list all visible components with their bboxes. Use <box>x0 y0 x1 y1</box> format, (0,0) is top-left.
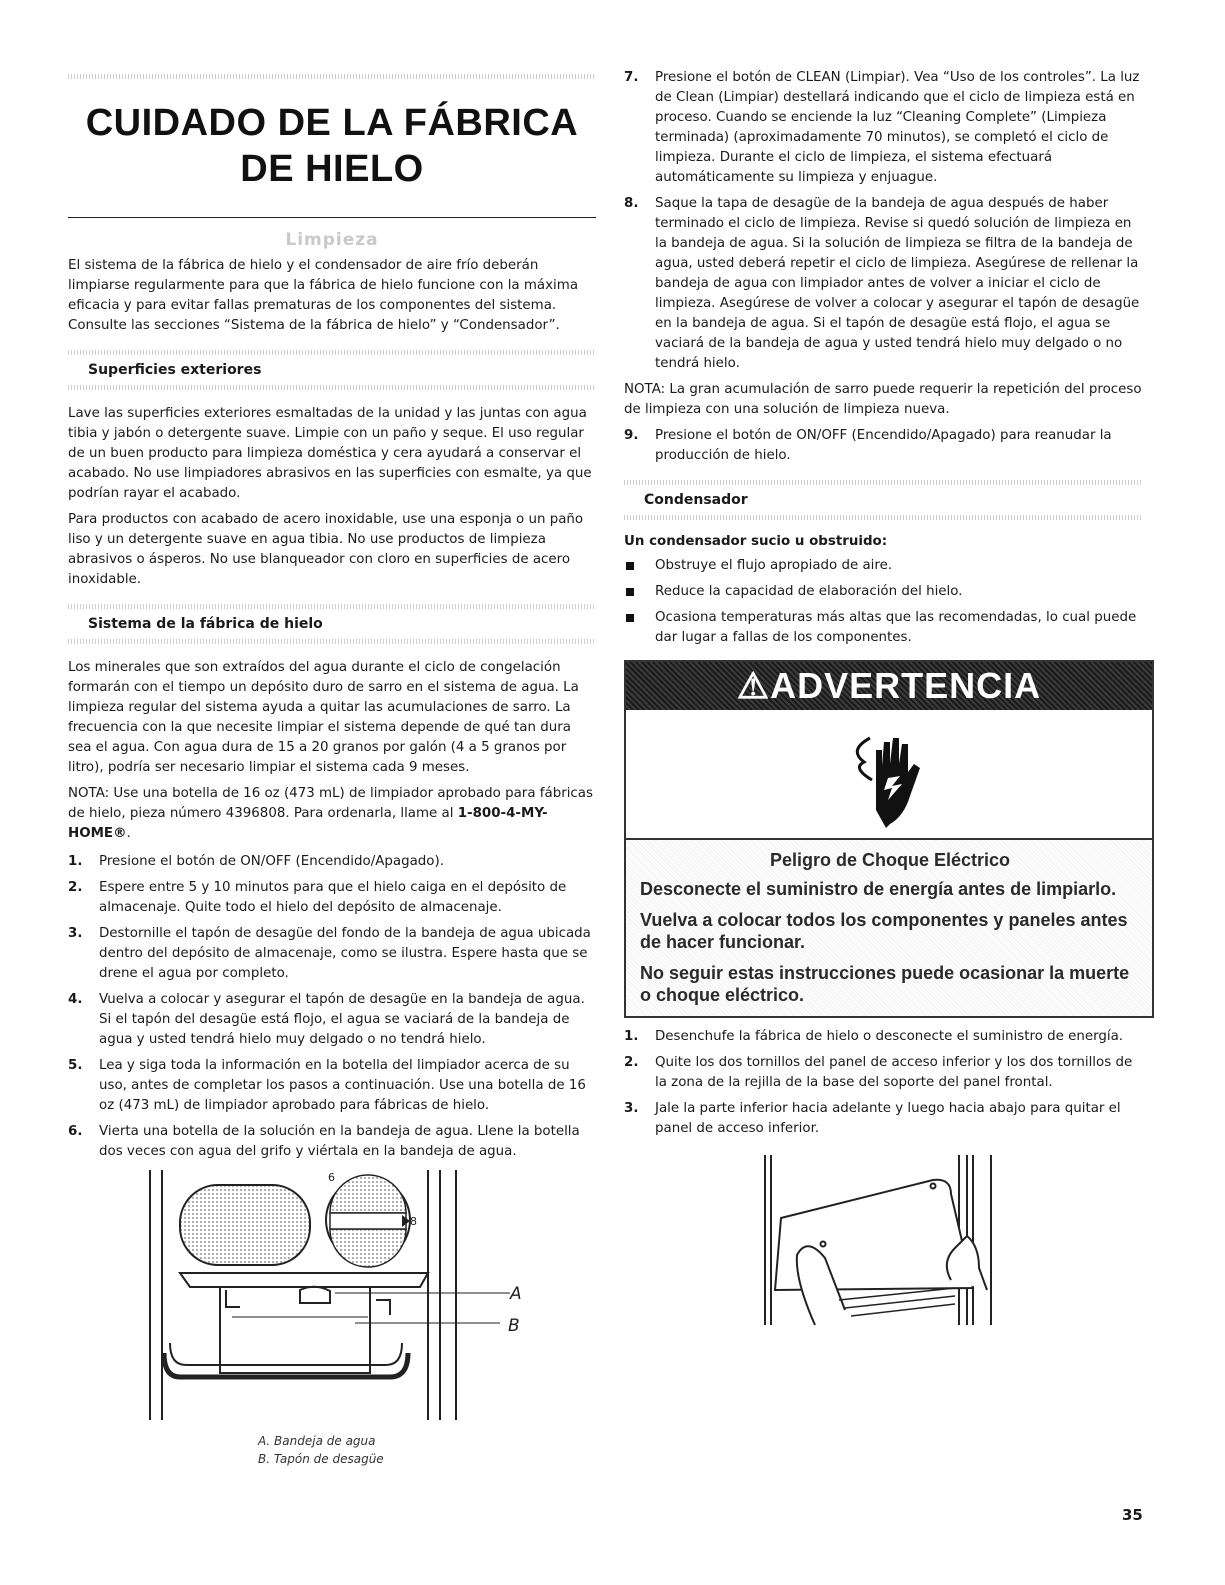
warning-line-3: No seguir estas instrucciones puede ocasionar la muerte o choque eléctrico. <box>640 963 1130 1005</box>
caption-a: A. Bandeja de agua <box>258 1434 376 1448</box>
step-number: 2. <box>624 1055 639 1070</box>
step-item <box>68 924 596 984</box>
step-number: 7. <box>624 70 639 85</box>
bullet-text: Reduce la capacidad de elaboración del hielo. <box>655 584 963 599</box>
page-title-line1: CUIDADO DE LA FÁBRICA <box>85 102 579 144</box>
figure-label-a: A <box>510 1284 522 1304</box>
warning-triangle-icon: ⚠ <box>736 665 771 706</box>
water-tray-illustration <box>140 1165 540 1425</box>
bullet-text: Ocasiona temperaturas más altas que las recomendadas, lo cual puede dar lugar a fallas de los componentes. <box>655 610 1137 645</box>
step-item <box>68 1056 596 1116</box>
section-hatch-bottom <box>624 515 1142 520</box>
sistema-steps <box>68 852 596 1162</box>
limpieza-intro: El sistema de la fábrica de hielo y el condensador de aire frío deberán limpiarse regularmente para que la fábrica de hielo funcione con la máxima eficacia y para evitar fallas prematuras de los componentes del sistema. Consulte las secciones “Sistema de la fábrica de hielo” y “Condensador”. <box>68 258 579 333</box>
step-text: Espere entre 5 y 10 minutos para que el hielo caiga en el depósito de almacenaje. Quite todo el hielo del depósito de almacenaje. <box>99 880 567 915</box>
dial-label-8: 8 <box>410 1215 417 1228</box>
bullet-item <box>624 608 1142 648</box>
warning-icon-area <box>626 710 1152 840</box>
condensador-lead: Un condensador sucio u obstruido: <box>624 534 888 549</box>
top-hatch-rule <box>68 74 596 79</box>
section-hatch-top <box>68 604 596 609</box>
warning-box <box>624 660 1154 1018</box>
nota-text: Use una botella de 16 oz (473 mL) de limpiador aprobado para fábricas de hielo, pieza número 4396808. Para ordenarla, llame al <box>68 786 593 821</box>
superficies-heading: Superficies exteriores <box>88 362 262 378</box>
title-rule <box>68 217 596 218</box>
nota-label: NOTA: <box>68 786 110 801</box>
warning-text <box>626 840 1152 1016</box>
access-panel-illustration <box>755 1150 1025 1335</box>
step-text: Lea y siga toda la información en la botella del limpiador acerca de su uso, antes de completar los pasos a continuación. Use una botella de 16 oz (473 mL) de limpiador aprobado para fábricas de hielo. <box>99 1058 586 1113</box>
step-number: 4. <box>68 992 83 1007</box>
step-text: Destornille el tapón de desagüe del fondo de la bandeja de agua ubicada dentro del depósito de almacenaje, como se ilustra. Espere hasta que se drene el agua por completo. <box>99 926 591 981</box>
electric-shock-hand-icon <box>842 720 932 830</box>
sistema-steps-final <box>624 426 1142 466</box>
limpieza-heading: Limpieza <box>285 230 379 250</box>
step-text: Jale la parte inferior hacia adelante y luego hacia abajo para quitar el panel de acceso inferior. <box>655 1101 1121 1136</box>
step-text: Presione el botón de ON/OFF (Encendido/Apagado) para reanudar la producción de hielo. <box>655 428 1112 463</box>
step-text: Presione el botón de ON/OFF (Encendido/Apagado). <box>99 854 444 869</box>
step-number: 1. <box>624 1029 639 1044</box>
sistema-nota-2 <box>624 380 1142 420</box>
right-column <box>624 68 1142 654</box>
step-item <box>68 878 596 918</box>
bullet-square-icon <box>626 614 634 622</box>
step-item <box>624 426 1142 466</box>
step-item <box>624 1099 1142 1139</box>
figure-label-b: B <box>508 1316 520 1336</box>
step-number: 6. <box>68 1124 83 1139</box>
bullet-text: Obstruye el flujo apropiado de aire. <box>655 558 893 573</box>
step-number: 5. <box>68 1058 83 1073</box>
step-text: Presione el botón de CLEAN (Limpiar). Vea “Uso de los controles”. La luz de Clean (Limpiar) destellará indicando que el ciclo de limpieza está en proceso. Cuando se enciende la luz “Cleaning Complete” (Limpieza terminada) (aproximadamente 70 minutos), se completó el ciclo de limpieza. Durante el ciclo de limpieza, el sistema efectuará automáticamente su limpieza y enjuague. <box>655 70 1140 185</box>
step-item <box>68 852 596 872</box>
nota-end: . <box>126 826 131 841</box>
sistema-paragraph: Los minerales que son extraídos del agua durante el ciclo de congelación formarán con el tiempo un depósito duro de sarro en el sistema de agua. La limpieza regular del sistema ayuda a quitar las acumulaciones de sarro. La frecuencia con la que necesite limpiar el sistema depende de qué tan dura sea el agua. Con agua dura de 15 a 20 granos por galón (4 a 5 granos por litro), podría ser necesario limpiar el sistema cada 9 meses. <box>68 660 579 775</box>
nota-text: La gran acumulación de sarro puede requerir la repetición del proceso de limpieza con una solución de limpieza nueva. <box>624 382 1142 417</box>
section-hatch-top <box>68 350 596 355</box>
sistema-heading: Sistema de la fábrica de hielo <box>88 616 323 632</box>
warning-line-1: Desconecte el suministro de energía antes de limpiarlo. <box>640 879 1117 899</box>
right-column-lower <box>624 1027 1142 1145</box>
bullet-item <box>624 582 1142 602</box>
bullet-square-icon <box>626 562 634 570</box>
section-hatch-top <box>624 480 1142 485</box>
page-title <box>68 100 596 192</box>
step-number: 3. <box>624 1101 639 1116</box>
step-number: 1. <box>68 854 83 869</box>
dial-label-6: 6 <box>328 1171 335 1184</box>
step-text: Quite los dos tornillos del panel de acceso inferior y los dos tornillos de la zona de la rejilla de la base del soporte del panel frontal. <box>655 1055 1133 1090</box>
step-number: 2. <box>68 880 83 895</box>
step-text: Vierta una botella de la solución en la bandeja de agua. Llene la botella dos veces con agua del grifo y viértala en la bandeja de agua. <box>99 1124 580 1159</box>
step-item <box>68 1122 596 1162</box>
bullet-square-icon <box>626 588 634 596</box>
sistema-steps-continued <box>624 68 1142 374</box>
step-number: 9. <box>624 428 639 443</box>
condensador-bullets <box>624 556 1142 648</box>
step-item <box>624 1027 1142 1047</box>
section-hatch-bottom <box>68 639 596 644</box>
step-item <box>624 68 1142 188</box>
step-number: 8. <box>624 196 639 211</box>
figure-caption <box>258 1432 384 1468</box>
bullet-item <box>624 556 1142 576</box>
superficies-paragraph-1: Lave las superficies exteriores esmaltadas de la unidad y las juntas con agua tibia y jabón o detergente suave. Limpie con un paño y seque. El uso regular de un buen producto para limpieza doméstica y cera ayudará a conservar el acabado. No use limpiadores abrasivos en las superficies con esmalte, ya que podrían rayar el acabado. <box>68 406 592 501</box>
step-number: 3. <box>68 926 83 941</box>
step-item <box>624 1053 1142 1093</box>
section-hatch-bottom <box>68 385 596 390</box>
superficies-paragraph-2: Para productos con acabado de acero inoxidable, use una esponja o un paño liso y un detergente suave en agua tibia. No use productos de limpieza abrasivos o ásperos. No use blanqueador con cloro en superficies de acero inoxidable. <box>68 512 584 587</box>
sistema-nota <box>68 784 596 844</box>
nota-label: NOTA: <box>624 382 666 397</box>
warning-hazard: Peligro de Choque Eléctrico <box>769 850 1011 870</box>
step-item <box>624 194 1142 374</box>
step-text: Desenchufe la fábrica de hielo o desconecte el suministro de energía. <box>655 1029 1124 1044</box>
page-number: 35 <box>1122 1506 1143 1524</box>
condensador-steps <box>624 1027 1142 1139</box>
step-item <box>68 990 596 1050</box>
step-text: Saque la tapa de desagüe de la bandeja de agua después de haber terminado el ciclo de limpieza. Revise si quedó solución de limpieza en la bandeja de agua. Si la solución de limpieza se filtra de la bandeja de agua, usted deberá repetir el ciclo de limpieza. Asegúrese de rellenar la bandeja de agua con limpiador antes de volver a iniciar el ciclo de limpieza. Asegúrese de volver a colocar y asegurar el tapón de desagüe en la bandeja de agua. Si el tapón de desagüe está flojo, el agua se vaciará de la bandeja de agua y usted tendrá hielo muy delgado o no tendrá hielo. <box>655 196 1140 371</box>
step-text: Vuelva a colocar y asegurar el tapón de desagüe en la bandeja de agua. Si el tapón del desagüe está flojo, el agua se vaciará de la bandeja de agua y usted tendrá hielo muy delgado o no tendrá hielo. <box>99 992 585 1047</box>
warning-header <box>626 662 1152 710</box>
condensador-heading: Condensador <box>644 492 748 508</box>
caption-b: B. Tapón de desagüe <box>258 1452 384 1466</box>
page-title-line2: DE HIELO <box>240 148 424 190</box>
warning-line-2: Vuelva a colocar todos los componentes y paneles antes de hacer funcionar. <box>640 910 1128 952</box>
warning-header-text: ADVERTENCIA <box>770 665 1042 706</box>
left-column <box>68 0 596 1168</box>
nota-phone: 1-800-4-MY-HOME® <box>68 806 548 841</box>
